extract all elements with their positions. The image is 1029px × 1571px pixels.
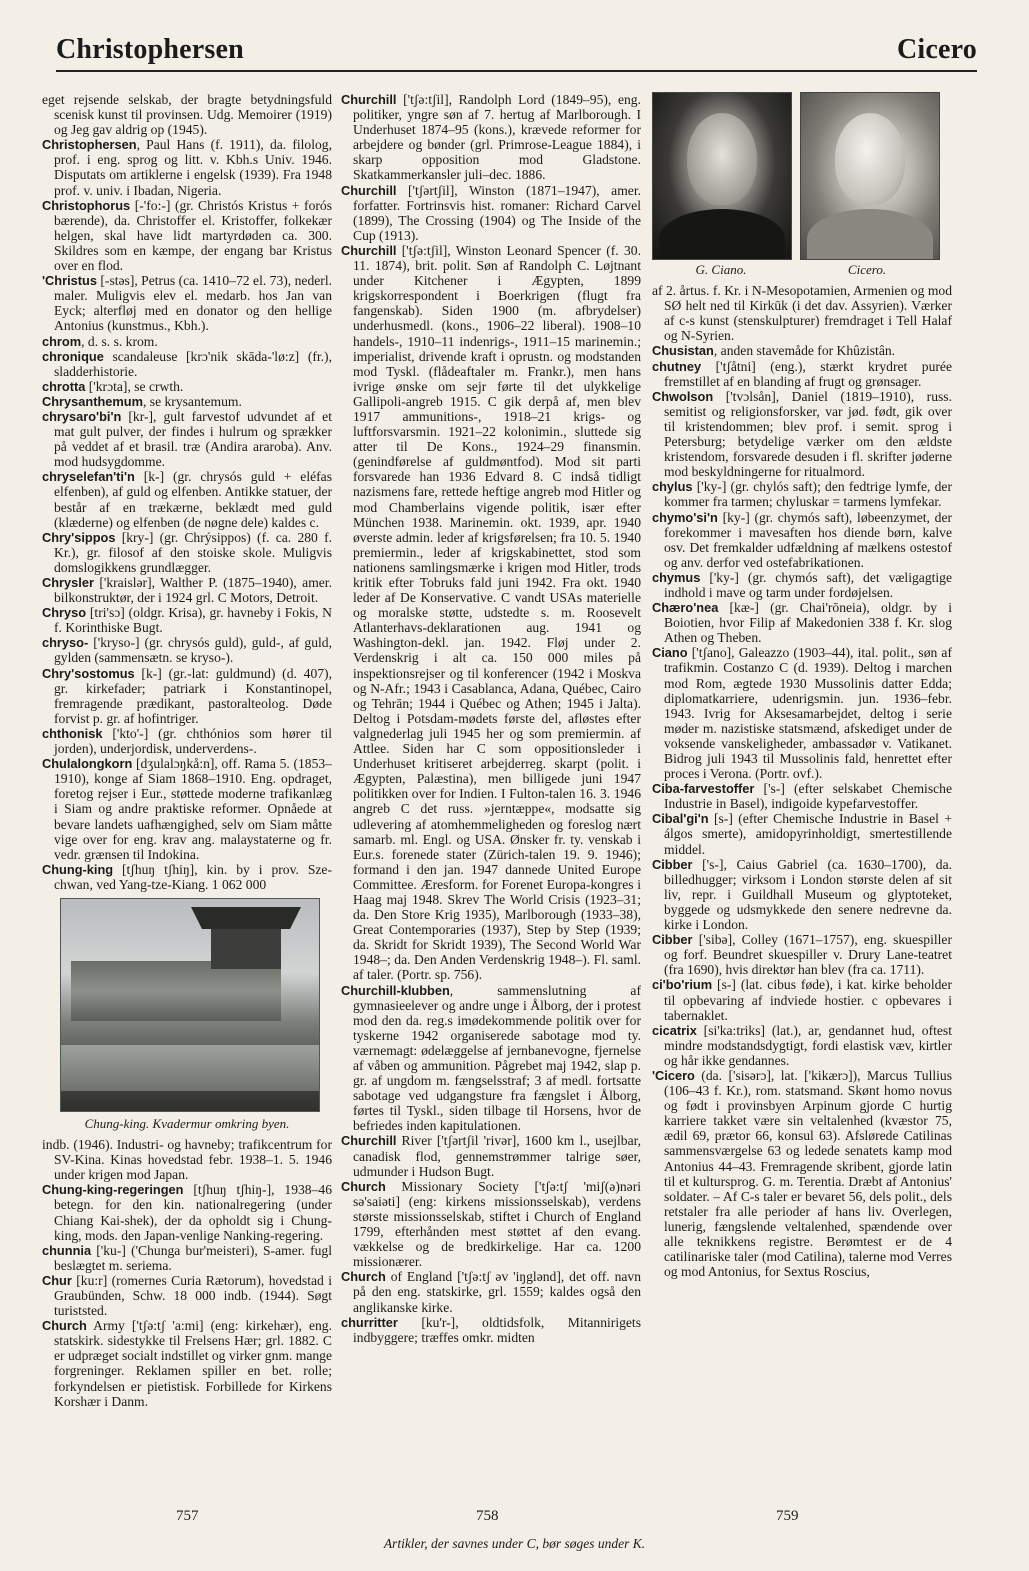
running-head-right: Cicero — [897, 34, 977, 65]
headword: chutney — [652, 358, 702, 374]
entry: Church Missionary Society ['tʃə:tʃ 'miʃ(ə)nəri sə'saiəti] (eng: kirkens missionsselskab), verdens største missionsselskab, stiftet i Church of England 1799, efterhånden mest støttet af den evang. vækkelse og de bredkirkelige. Har ca. 1200 missionærer. — [341, 1178, 641, 1270]
headword: Chryso — [42, 605, 87, 621]
headword: chrotta — [42, 378, 86, 394]
page-number: 758 — [476, 1508, 499, 1524]
entry: eget rejsende selskab, der bragte betydningsfuld scenisk kunst til provinsen. Udg. Memoirer (1919) og Jeg gav aldrig op (1945). — [42, 92, 332, 138]
column-759 — [652, 92, 952, 1504]
headword: Ciano — [652, 645, 688, 661]
headword: Chwolson — [652, 388, 714, 404]
headword: chrom — [42, 333, 82, 349]
entry: chrom, d. s. s. krom. — [42, 333, 158, 349]
entry: Christophersen, Paul Hans (f. 1911), da. filolog, prof. i eng. sprog og litt. v. Kbh.s Univ. 1946. Disputats om artiklerne i engelsk (1939). Fra 1948 prof. v. univ. i Ibadan, Nigeria. — [42, 137, 332, 198]
headword: Church — [341, 1269, 386, 1285]
portrait-head — [835, 113, 905, 205]
page-numbers — [0, 1508, 1029, 1528]
headword: ci'bo'rium — [652, 977, 713, 993]
portrait-shoulders — [807, 209, 933, 260]
entry: chryso- ['kryso-] (gr. chrysós guld), guld-, af guld, gylden (sammensætn. se kryso-). — [42, 635, 332, 666]
entry: Chulalongkorn [dʒulalɔŋkå:n], off. Rama 5. (1853–1910), konge af Siam 1868–1910. Eng. opdraget, foretog rejser i Eur., støttede moderne trafikanlæg i Siam og andre praktiske reformer. Opnåede at bevare landets uafhængighed, selv om Siam måtte vige over for eng. krav ang. malaystaterne og fr. vedr. grænsen til Indokina. — [42, 756, 332, 862]
page-header — [56, 30, 977, 72]
entry: Churchill ['tʃə:tʃil], Randolph Lord (1849–95), eng. politiker, yngre søn af 7. hertug af Marlborough. I Underhuset 1874–95 (kons.), krævede reformer for arbejdere og bønder (grl. Primrose-League 1884), i skarp opposition mod Gladstone. Skatkammerkansler juli–dec. 1886. — [341, 92, 641, 183]
page-number: 757 — [176, 1508, 199, 1524]
entry: cicatrix [si'ka:triks] (lat.), ar, gendannet hud, oftest mindre modstandsdygtigt, fordi elastisk væv, kirtler og hår ikke gendannes. — [652, 1022, 952, 1068]
entry: Chrysler ['kraislər], Walther P. (1875–1940), amer. bilkonstruktør, der i 1924 grl. C Motors, Detroit. — [42, 575, 332, 606]
entry: indb. (1946). Industri- og havneby; trafikcentrum for SV-Kina. Kinas hovedstad febr. 1938–1. 5. 1946 under krigen mod Japan. — [42, 1137, 332, 1183]
headword: Cibal'gi'n — [652, 811, 709, 827]
headword: Churchill — [341, 182, 397, 198]
entry: Churchill River ['tʃərtʃil 'rivər], 1600 km l., usejlbar, canadisk flod, gennemstrømmer talrige søer, udmunder i Hudson Bugt. — [341, 1133, 641, 1179]
portrait-captions — [652, 262, 952, 277]
cicero-caption: Cicero. — [847, 262, 887, 277]
entry: Chung-king-regeringen [tʃhuŋ tʃhiŋ-], 1938–46 betegn. for den kin. nationalregering (under Chiang Kai-shek), der da opholdt sig i Chung-king, mods. den Japan-venlige Nanking-regering. — [42, 1182, 332, 1243]
headword: Churchill — [341, 1133, 397, 1149]
column-758 — [341, 92, 641, 1504]
entry: chymus ['ky-] (gr. chymós saft), det væligagtige indhold i mave og tarm under fordøjelsen. — [652, 569, 952, 600]
headword: Christophorus — [42, 197, 131, 213]
portrait-row — [652, 92, 952, 260]
headword: Church — [341, 1178, 386, 1194]
entry: chutney ['tʃåtni] (eng.), stærkt krydret purée fremstillet af en blanding af frugt og grønsager. — [652, 358, 952, 389]
headword: Churchill — [341, 242, 397, 258]
entry: 'Cicero (da. ['sisərɔ], lat. ['kikærɔ]), Marcus Tullius (106–43 f. Kr.), rom. statsmand. Skønt homo novus og født i provinsbyen Arpinum gjorde C hurtig karriere takket være sin veltalenhed (kvæstor 75, ædil 69, prætor 66, konsul 63). Afslørede Catilinas sammensværgelse 63 og ledede senatets kamp mod Antonius 44–43. Fremragende skribent, gjorde latin til et kultursprog. G. m. Terentia. Dræbt af Antonius' soldater. – Af C-s taler er bevaret 56, dels polit., dels retstaler fra alle perioder af hans liv. Overlegen, lunerig, fængslende veltalenhed, spændende over alle teknikkens registre. Berømtest er de 4 catilinariske taler (mod Catilina), talerne mod Verres og mod Antonius, for Sextus Roscius, — [652, 1067, 952, 1280]
portrait-shoulders — [659, 209, 785, 260]
headword: 'Cicero — [652, 1067, 695, 1083]
entry: Churchill ['tʃərtʃil], Winston (1871–1947), amer. forfatter. Fortrinsvis hist. romaner: Richard Carvel (1899), The Crossing (1904) og The Inside of the Cup (1913). — [341, 182, 641, 243]
headword: Churchill — [341, 92, 397, 107]
headword: Chulalongkorn — [42, 756, 133, 772]
headword: Chry'sostomus — [42, 665, 135, 681]
chungking-photo — [60, 898, 320, 1112]
column-757 — [42, 92, 332, 1504]
entry: Ciano ['tʃano], Galeazzo (1903–44), ital. polit., søn af trafikmin. Costanzo C (d. 1939). Deltog i marchen mod Rom, ægtede 1930 Mussolinis datter Edda; diplomatkarriere, udenrigsmin. jun. 1936–febr. 1943. Ivrig for Aksesamarbejdet, deltog i serie møder m. nazistiske statsmænd, afskediget under de voksende vanskeligheder, ambassadør v. Vatikanet. Bidrog juli 1943 til Mussolinis fald, henrettet efter proces i Verona. (Portr. ovf.). — [652, 645, 952, 782]
headword: Chur — [42, 1272, 72, 1288]
entry: ci'bo'rium [s-] (lat. cibus føde), i kat. kirke beholder til opbevaring af indviede hostier. c opbevares i tabernaklet. — [652, 977, 952, 1023]
headword: Christophersen — [42, 137, 137, 153]
entry: chylus ['ky-] (gr. chylós saft); den fedtrige lymfe, der kommer fra tarmen; chyluskar = tarmens lymfekar. — [652, 479, 952, 510]
headword: Cibber — [652, 932, 693, 948]
headword: Chrysanthemum — [42, 393, 143, 409]
headword: chronique — [42, 348, 104, 364]
ciano-portrait — [652, 92, 792, 260]
photo-gate-tower — [211, 923, 281, 969]
entry: Cibber ['sibə], Colley (1671–1757), eng. skuespiller og forf. Beundret skuespiller v. Drury Lane-teatret (fra 1690), hvis direktør han blev (fra ca. 1711). — [652, 932, 952, 978]
headword: Chung-king — [42, 861, 114, 877]
entry: Chrysanthemum, se krysantemum. — [42, 393, 242, 409]
headword: chryselefan'ti'n — [42, 469, 135, 485]
entry: Chryso [tri'sɔ] (oldgr. Krisa), gr. havneby i Fokis, N f. Korinthiske Bugt. — [42, 605, 332, 636]
headword: 'Christus — [42, 273, 97, 289]
entry: Church of England ['tʃə:tʃ əv 'iŋglənd], det off. navn på den eng. statskirke, grl. 1559; kaldes også den anglikanske kirke. — [341, 1269, 641, 1315]
entry: Churchill-klubben, sammenslutning af gymnasieelever og andre unge i Ålborg, der i protest mod den da. reg.s imødekommende politik over for tyskerne 1942 organiserede sabotage mod ty. værnemagt: ødelæggelse af jernbanevogne, fjernelse af våben og ammunition. Pågrebet maj 1942, slap p. gr. af ungdom m. fængselsstraf; 3 af medl. fortsatte sabotage ved udgangsture fra fængslet i Ålborg, førtes til Tyskl., siden tilbage til Horsens, hvor de befriedes inden kapitulationen. — [341, 982, 641, 1134]
entry: Chur [ku:r] (romernes Curia Rætorum), hovedstad i Graubünden, Schw. 18 000 indb. (1944). Søgt turiststed. — [42, 1272, 332, 1319]
ciano-caption: G. Ciano. — [695, 262, 747, 277]
headword: Chæro'nea — [652, 600, 719, 616]
entry: Chry'sippos [kry-] (gr. Chrýsippos) (f. ca. 280 f. Kr.), gr. filosof af den stoiske skole. Muligvis domslogikkens grundlægger. — [42, 529, 332, 575]
entry: chronique scandaleuse [krɔ'nik skāda-'lø:z] (fr.), sladderhistorie. — [42, 348, 332, 379]
headword: chylus — [652, 479, 693, 495]
headword: Church — [42, 1318, 87, 1334]
entry: Chwolson ['tvɔlsån], Daniel (1819–1910), russ. semitist og religionsforsker, var jød. født, gik over til kristendommen; blev prof. i semit. sprog i Petersburg; betydelige værker om den ældste kristendom, forsvarede desuden i fl. skrifter jøderne mod beskyldningerne for ritualmord. — [652, 388, 952, 480]
entry: Chung-king [tʃhuŋ tʃhiŋ], kin. by i prov. Sze-chwan, ved Yang-tze-Kiang. 1 062 000 — [42, 861, 332, 892]
entry: Cibber ['s-], Caius Gabriel (ca. 1630–1700), da. billedhugger; virksom i London største delen af sit liv, repr. i Guildhall Museum og glyptoteket, byggede og udsmykkede den senere nedrevne da. kirke i London. — [652, 856, 952, 933]
headword: Chusistan — [652, 343, 714, 359]
entry: chymo'si'n [ky-] (gr. chymós saft), løbeenzymet, der forekommer i mavesaften hos diende børn, kalve osv. Det fremkalder udfældning af mælkens ostestof og anv. derfor ved ostefabrikationen. — [652, 509, 952, 570]
photo-gate-roof — [191, 907, 301, 929]
entry: Christophorus [-'fo:-] (gr. Christós Kristus + forós bærende), da. Christoffer el. Kristoffer, folkekær helgen, skal have lidt martyrdøden ca. 300. Skildres som en kæmpe, der engang bar Kristus over en flod. — [42, 197, 332, 274]
entry: Chry'sostomus [k-] (gr.-lat: guldmund) (d. 407), gr. kirkefader; patriark i Konstantinopel, fremragende prædikant, pastoralteolog. Døde forvist p. gr. af hofintriger. — [42, 665, 332, 726]
entry: chrysaro'bi'n [kr-], gult farvestof udvundet af et mat gult pulver, der findes i hulrum og sprækker på veddet af et brasil. træ (Andira araroba). Anv. mod hudsygdomme. — [42, 408, 332, 470]
entry: Chusistan, anden stavemåde for Khûzistân. — [652, 343, 896, 359]
chungking-caption: Chung-king. Kvadermur omkring byen. — [84, 1115, 290, 1131]
entry: churritter [ku'r-], oldtidsfolk, Mitannirigets indbyggere; træffes omkr. midten — [341, 1314, 641, 1345]
entry: chryselefan'ti'n [k-] (gr. chrysós guld + eléfas elfenben), af guld og elfenben. Antikke statuer, der består af en trækærne, beklædt med guld (klæderne) og elfenben (de nøgne dele) kaldes c. — [42, 469, 332, 530]
headword: Cibber — [652, 856, 693, 872]
entry: chunnia ['ku-] ('Chunga bur'meisteri), S-amer. fugl beslægtet m. seriema. — [42, 1242, 332, 1273]
running-head-left: Christophersen — [56, 34, 244, 65]
page-number: 759 — [776, 1508, 799, 1524]
entry: chrotta ['krɔta], se crwth. — [42, 378, 184, 394]
headword: chymus — [652, 569, 701, 585]
headword: Churchill-klubben — [341, 982, 450, 998]
headword: chthonisk — [42, 725, 103, 741]
entry: Ciba-farvestoffer ['s-] (efter selskabet Chemische Industrie in Basel), indigoide kypefarvestoffer. — [652, 781, 952, 812]
headword: chymo'si'n — [652, 509, 718, 525]
headword: Chry'sippos — [42, 529, 116, 545]
entry: af 2. årtus. f. Kr. i N-Mesopotamien, Armenien og mod SØ helt ned til Kirkūk (i det dav. Assyrien). Værker af c-s kunst (stenskulpturer) fremdraget i Tell Halaf og N-Syrien. — [652, 283, 952, 344]
headword: Ciba-farvestoffer — [652, 781, 755, 797]
photo-river — [61, 1045, 319, 1091]
headword: chryso- — [42, 635, 89, 651]
cicero-bust — [800, 92, 940, 260]
entry: chthonisk ['kto'-] (gr. chthónios som hører til jorden), underjordisk, underverdens-. — [42, 725, 332, 757]
headword: Chung-king-regeringen — [42, 1182, 184, 1198]
entry: 'Christus [-stəs], Petrus (ca. 1410–72 el. 73), nederl. maler. Muligvis elev el. medarb. hos Jan van Eyck; alterfløj med en donator og den hellige Antonius (kunstmus., Kbh.). — [42, 273, 332, 334]
headword: chunnia — [42, 1242, 92, 1258]
headword: cicatrix — [652, 1022, 697, 1038]
entry: Cibal'gi'n [s-] (efter Chemische Industrie in Basel + álgos smerte), amidopyrinholdigt, smertestillende middel. — [652, 811, 952, 857]
headword: Chrysler — [42, 575, 94, 590]
footer-note: Artikler, der savnes under C, bør søges under K. — [383, 1536, 646, 1551]
entry: Church Army ['tʃə:tʃ 'a:mi] (eng: kirkehær), eng. statskirk. sidestykke til Frelsens Hær; grl. 1882. C er udpræget socialt indstillet og virker gnm. mange forgreninger. Reklamen spiller en bet. rolle; forkyndelsen er pietistisk. Forbillede for Kirkens Korshær i Danm. — [42, 1318, 332, 1409]
headword: chrysaro'bi'n — [42, 408, 122, 424]
headword: churritter — [341, 1314, 398, 1330]
entry: Chæro'nea [kæ-] (gr. Chai'rōneia), oldgr. by i Boiotien, hvor Filip af Makedonien 338 f. Kr. slog Athen og Theben. — [652, 600, 952, 646]
photo-city-wall — [71, 961, 281, 1021]
entry: Churchill ['tʃə:tʃil], Winston Leonard Spencer (f. 30. 11. 1874), brit. polit. Søn af Randolph C. Løjtnant under Kitchener i Ægypten, 1899 krigskorrespondent i Boerkrigen (flugt fra fangenskab). Siden 1900 (m. afbrydelser) underhusmedl. (kons., 1906–22 liberal). 1908–10 handels-, 1910–11 indenrigs-, 1911–15 marinemin.; imperialist, drivende kraft i oprustn. og modstanden mod Tyskl. (flådeaftaler m. Frankr.), men hans ivrige ønske om sejr førte til det ulykkelige Gallipoli-angreb 1915. C gik derpå af, men blev 1917 ammunitions-, 1918–21 krigs- og luftforsvarsmin. 1921–22 kolonimin., sluttede sig atter til De Kons., 1924–29 finansmin. (genindførelse af guldmøntfod). Mod sit parti forsvarede han 1936 Edvard 8. C indså tidligt nazismens fare, rettede heftige angreb mod Hitler og mod Chamberlains vigende politik, især efter München 1938. Marinemin. okt. 1939, apr. 1940 øverste admin. leder af krigsførelsen; fra 10. 5. 1940 premiermin., leder af krigskabinettet, stod som nationens samlingsmærke i krigen mod Hitler, trods kritik efter Tobruks fald juni 1942. Fra okt. 1940 leder af De Konservative. C vandt USAs materielle og moralske støtte, udstedte s. m. Roosevelt Atlanterhavs-deklarationen aug. 1941 og Washington-dekl. jan. 1942. Fløj under 2. Verdenskrig i alt ca. 150 000 miles på inspektionsrejser og til konferencer (1942 i Moskva og N-Afr.; 1943 i Casablanca, Adana, Québec, Cairo og Tehrān; 1944 i Québec og Athen; 1945 i Jalta). Deltog i Potsdam-mødets første del, afløstes efter valgnederlag juli 1945 her og som premiermin. af Attlee. Siden har C som oppositionsleder i Underhuset kritiseret arbejderreg. skarpt (polit. i Ægypten, Palæstina), men billigede juni 1947 politikken over for Indien. I Fulton-talen 16. 3. 1946 angreb C det russ. »jerntæppe«, modsatte sig udlevering af atomhemmeligheden og foreslog nært samarb. ml. Engl. og USA. Ønsker fr. ty. venskab i Eur.s. forenede stater (Zürich-talen 19. 9. 1946); formand i den jan. 1947 dannede United Europe Committee. Æresform. for Forenet Europa-kongres i Haag maj 1948. Skrev The World Crisis (1923–31; da. Den Store Krig 1935), Marlborough (1933–38), Great Contemporaries (1937), Step by Step (1939; da. Skridt for Skridt 1939), The Second World War 1948–; da. Den Anden Verdenskrig 1948–). Fl. saml. af taler. (Portr. sp. 756). — [341, 242, 641, 983]
portrait-head — [687, 113, 757, 205]
